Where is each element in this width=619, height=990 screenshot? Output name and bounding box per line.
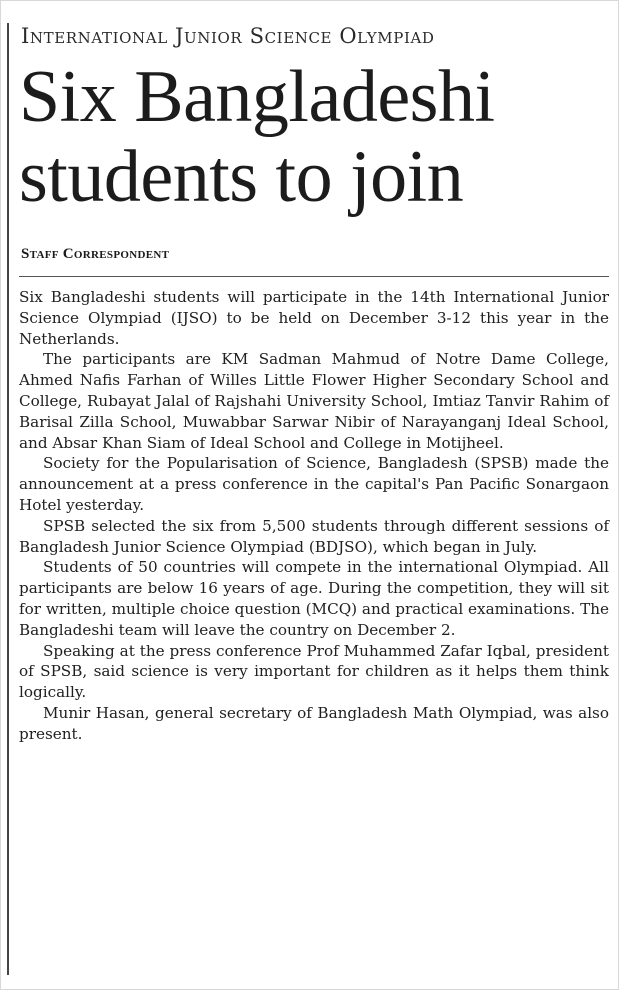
paragraph: SPSB selected the six from 5,500 students through different sessions of Bangladesh Junior Science Olympiad (BDJSO), which began in July.	[19, 516, 609, 556]
article-body	[19, 287, 609, 745]
byline-divider	[19, 276, 609, 277]
headline: Six Bangladeshi students to join	[19, 56, 495, 218]
paragraph: Six Bangladeshi students will participate in the 14th International Junior Science Olympiad (IJSO) to be held on December 3-12 this year in the Netherlands.	[19, 288, 609, 348]
left-column-rule	[7, 23, 9, 975]
paragraph: Society for the Popularisation of Science, Bangladesh (SPSB) made the announcement at a press conference in the capital's Pan Pacific Sonargaon Hotel yesterday.	[19, 454, 609, 514]
kicker-heading: International Junior Science Olympiad	[21, 24, 435, 48]
paragraph: Speaking at the press conference Prof Muhammed Zafar Iqbal, president of SPSB, said science is very important for children as it helps them think logically.	[19, 641, 609, 702]
paragraph: Munir Hasan, general secretary of Bangladesh Math Olympiad, was also present.	[19, 703, 609, 743]
paragraph: Students of 50 countries will compete in the international Olympiad. All participants are below 16 years of age. During the competition, they will sit for written, multiple choice question (MCQ) and practical examinations. The Bangladeshi team will leave the country on December 2.	[19, 558, 609, 639]
paragraph: The participants are KM Sadman Mahmud of Notre Dame College, Ahmed Nafis Farhan of Willes Little Flower Higher Secondary School and College, Rubayat Jalal of Rajshahi University School, Imtiaz Tanvir Rahim of Barisal Zilla School, Muwabbar Sarwar Nibir of Narayanganj Ideal School, and Absar Khan Siam of Ideal School and College in Motijheel.	[19, 350, 609, 452]
byline: Staff Correspondent	[21, 246, 170, 262]
